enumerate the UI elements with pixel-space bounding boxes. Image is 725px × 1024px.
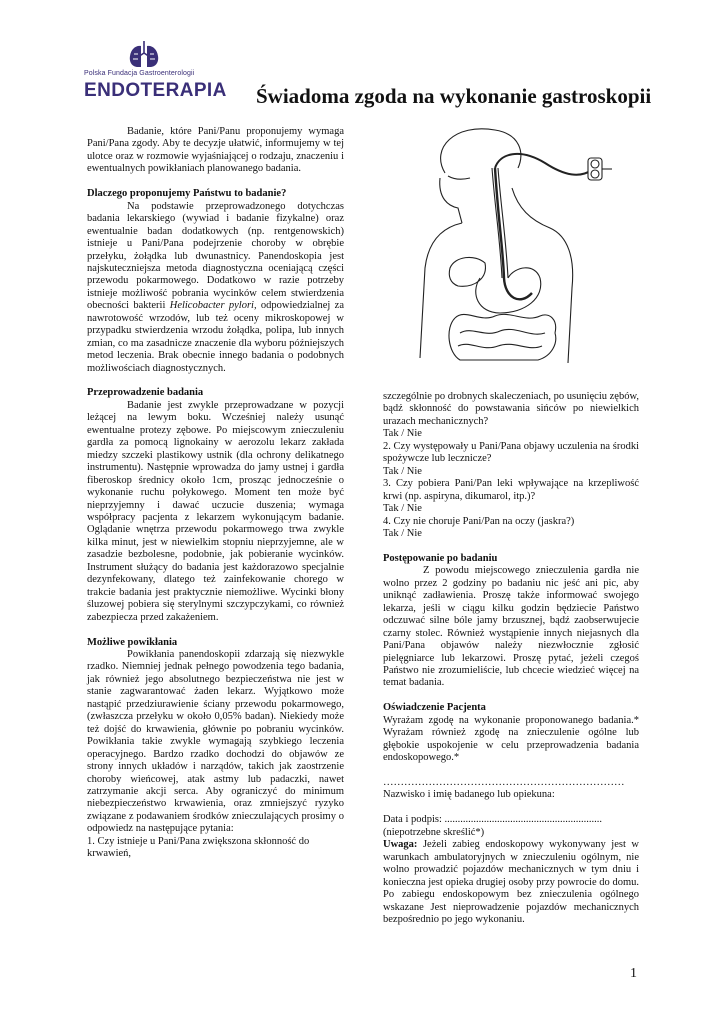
signature-line: …………………………………………………………… [383,777,625,788]
page-title: Świadoma zgoda na wykonanie gastroskopii [256,84,652,108]
question-3: 3. Czy pobiera Pani/Pan leki wpływające na krzepliwość krwi (np. aspiryna, dikumarol, itp.)? [383,478,639,502]
date-signature-field: Data i podpis: ............................................................ [383,814,603,826]
procedure-paragraph: Badanie jest zwykle przeprowadzane w pozycji leżącej na lewym boku. Wcześniej należy usunąć ewentualne protezy zębowe. Po miejscowym znieczuleniu gardła za pomocą lignokainy w aerozolu lekarz zakłada miedzy szczeki plastikowy ustnik (dla ochrony delikatnego instrumentu). Następnie wprowadza do jamy ustnej i gardła fiberoskop średnicy około 1cm, prosząc jednocześnie o wykonanie ruchu połykowego. Moment ten może być nieprzyjemny i dawać uczucie duszenia; wymaga współpracy pacjenta z lekarzem wykonującym badanie. Oglądanie wnętrza przewodu pokarmowego trwa zwykle kilka minut, jest w niewielkim stopniu nieprzyjemne, ale w zasadzie bezbolesne, podobnie, jak pobieranie wycinków. Instrument służący do badania jest każdorazowo specjalnie dezynfekowany, dlatego też zainfekowanie chorego w trakcie badania jest praktycznie niemożliwe. Wycinki błony śluzowej pobiera się sterylnymi szczypczykami, co również zabezpiecza przed zakażeniem. [87,399,344,623]
answer-1: Tak / Nie [383,428,422,440]
foundation-logo [84,40,234,106]
lungs-logo-icon [126,40,162,70]
notice-label: Uwaga: [383,839,418,851]
logo-title: ENDOTERAPIA [84,80,227,101]
gastroscopy-illustration [400,128,615,373]
complications-heading: Możliwe powikłania [87,636,178,648]
answer-2: Tak / Nie [383,465,422,477]
after-paragraph: Z powodu miejscowego znieczulenia gardła nie wolno przez 2 godziny po badaniu nic jeść ani pic, aby uniknąć zadławienia. Proszę także informować swojego lekarza, jeśli w ciągu kilku godzin będziecie Państwo odczuwać silne bóle jamy brzusznej, bądź zaobserwujecie czarny stolec. Również wystąpienie innych niejasnych dla Pani/Pana objawów należy niezwłocznie zgłosić pielęgniarce lub lekarzowi. Proszę pytać, jeżeli czegoś Państwo nie zrozumieliście, lub chcecie wiedzieć więcej na temat badania. [383,565,639,689]
name-label: Nazwisko i imię badanego lub opiekuna: [383,789,555,801]
after-heading: Postępowanie po badaniu [383,552,498,564]
strike-note: (niepotrzebne skreślić*) [383,826,485,838]
right-column [383,391,639,926]
complications-paragraph: Powikłania panendoskopii zdarzają się niezwykle rzadko. Niemniej jednak pełnego powodzenia tego badania, jak również jego absolutnego bezpieczeństwa nie jest w stanie zagwarantować żaden lekarz. Wyjątkowo może nastąpić przedziurawienie ściany przewodu pokarmowego, (zwłaszcza przełyku w około 0,05% badan). Niekiedy może też dojść do krwawienia, głównie po pobraniu wycinków. Powikłania takie zwykle wymagają szybkiego leczenia operacyjnego. Bardzo rzadko dochodzi do objawów ze strony innych układów i narządów, takich jak zaostrzenie choroby wieńcowej, atak astmy lub padaczki, nawet zatrzymanie akcji serca. Aby ograniczyć do minimum niebezpieczeństwo krwawienia, oraz zmniejszyć ryzyko związane z podawaniem środków znieczulających prosimy o odpowiedz na następujące pytania: [87,648,344,835]
question-2: 2. Czy występowały u Pani/Pana objawy uczulenia na środki spożywcze lub lecznicze? [383,440,639,465]
question-4: 4. Czy nie choruje Pani/Pan na oczy (jaskra?) [383,515,575,527]
intro-paragraph: Badanie, które Pani/Panu proponujemy wymaga Pani/Pana zgody. Aby te decyzje ułatwić, informujemy w tej ulotce oraz w rozmowie wyjaśniającej o rodzaju, znaczeniu i ewentualnych powikłaniach planowanego badania. [87,126,344,175]
procedure-heading: Przeprowadzenie badania [87,387,204,399]
left-column [87,126,344,861]
statement-heading: Oświadczenie Pacjenta [383,702,486,714]
bacteria-name: Helicobacter pylori, [169,300,257,312]
page-number: 1 [630,966,637,981]
why-heading: Dlaczego proponujemy Państwu to badanie? [87,188,287,200]
why-paragraph: Na podstawie przeprowadzonego dotychczas badania lekarskiego (wywiad i badanie fizykalne) oraz ewentualnie badan dodatkowych (np. rentgenowskich) istnieje u Pani/Pana podejrzenie choroby w obrębie przełyku, żołądka lub dwunastnicy. Panendoskopia jest najskuteczniejsza metoda diagnostyczna oceniającą części przewodu pokarmowego. Dodatkowo w razie potrzeby istnieje możliwość pobrania wycinków celem stwierdzenia obecności bakterii Helicobacter pylori, odpowiedzialnej za nawrotowość wrzodów, lub też oceny mikroskopowej w przypadku stwierdzenia wrzodu żołądka, polipa, lub innych zmian, co ma zasadnicze znaczenie dla wyboru późniejszych metod leczenia. Brak obecnie innego badania o podobnych możliwościach diagnostycznych. [87,200,344,374]
logo-subtitle: Polska Fundacja Gastroenterologii [84,70,195,77]
answer-3: Tak / Nie [383,503,422,515]
question-1: 1. Czy istnieje u Pani/Pana zwiększona skłonność do krwawień, [87,835,310,860]
notice-paragraph: Uwaga: Jeżeli zabieg endoskopowy wykonywany jest w warunkach ambulatoryjnych w znieczuleniu ogólnym, nie wolno prowadzić pojazdów mechanicznych w tym dniu i konieczna jest opieka drugiej osoby przy powrocie do domu. Po zabiegu endoskopowym bez znieczulenia ogólnego wskazane Jest nieprowadzenie pojazdów mechanicznych bezpośrednio po jego wykonaniu. [383,839,639,925]
question-1-continued: szczególnie po drobnych skaleczeniach, po usunięciu zębów, bądź skłonność do powstawania sińców po niewielkich urazach mechanicznych? [383,391,639,427]
answer-4: Tak / Nie [383,527,422,539]
statement-paragraph: Wyrażam zgodę na wykonanie proponowanego badania.* Wyrażam również zgodę na znieczulenie ogólne lub głębokie uspokojenie w celu przeprowadzenia badania endoskopowego.* [383,714,639,764]
